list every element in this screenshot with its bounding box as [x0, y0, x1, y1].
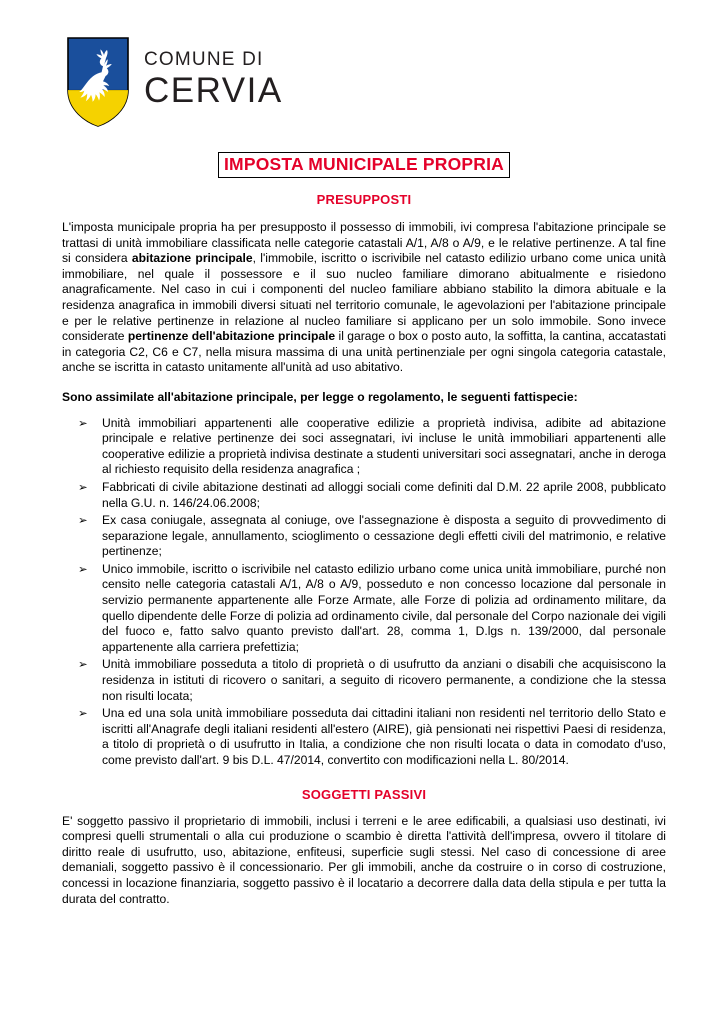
- paragraph-run-3: il garage o box o posto auto, la soffitta, la cantina, accatastati in categoria C2, C6 e C7, nella misura massima di una unità pertinenziale per ogni singola categoria catastale, anche se iscritta in catasto unitamente all'unità ad uso abitativo.: [62, 329, 667, 375]
- fattispecie-list: [62, 416, 666, 769]
- deer-crest-icon: [66, 36, 130, 128]
- list-item: ➢ Fabbricati di civile abitazione destinati ad alloggi sociali come definiti dal D.M. 22 aprile 2008, pubblicato nella G.U. n. 146/24.06.2008;: [74, 480, 666, 511]
- paragraph-run-1: L'imposta municipale propria ha per presupposto il possesso di immobili, ivi compresa l'abitazione principale se trattasi di unità immobiliare classificata nelle categorie catastali A/1, A/8 o A/9, e le relative pertinenze. A tal fine si considera: [62, 220, 666, 266]
- paragraph-presupposti: [62, 220, 666, 376]
- list-item: ➢ Unità immobiliari appartenenti alle cooperative edilizie a proprietà indivisa, adibite ad abitazione principale e relative pertinenze dei soci assegnatari, ivi incluse le unità immobiliari appartenenti alle cooperative edilizie a proprietà indivisa destinate a studenti universitari soci assegnatari, anche in deroga al richiesto requisito della residenza anagrafica ;: [74, 416, 666, 478]
- list-item: ➢ Una ed una sola unità immobiliare posseduta dai cittadini italiani non residenti nel territorio dello Stato e iscritti all'Anagrafe degli italiani residenti all'estero (AIRE), già pensionati nei rispettivi Paesi di residenza, a titolo di proprietà o di usufrutto in Italia, a condizione che non risulti locata o data in comodato d'uso, come previsto dall'art. 9 bis D.L. 47/2014, convertito con modificazioni nella L. 80/2014.: [74, 706, 666, 768]
- paragraph-bold-abitazione-principale: abitazione principale: [131, 251, 253, 266]
- paragraph-soggetti-passivi: E' soggetto passivo il proprietario di immobili, inclusi i terreni e le aree edificabili, a qualsiasi uso destinati, ivi compresi quelli strumentali o alla cui produzione o scambio è diretta l'attività dell'impresa, ovvero il titolare di diritto reale di usufrutto, uso, abitazione, enfiteusi, superficie sugli stessi. Nel caso di concessione di aree demaniali, soggetto passivo è il concessionario. Per gli immobili, anche da costruire o in corso di costruzione, concessi in locazione finanziaria, soggetto passivo è il locatario a decorrere dalla data della stipula e per tutta la durata del contratto.: [62, 813, 666, 906]
- list-item: ➢ Unità immobiliare posseduta a titolo di proprietà o di usufrutto da anziani o disabili che acquisiscono la residenza in istituti di ricovero o sanitari, a seguito di ricovero permanente, a condizione che la stessa non risulti locata;: [74, 657, 666, 704]
- section-heading-soggetti-passivi: SOGGETTI PASSIVI: [301, 786, 427, 802]
- list-item: ➢ Unico immobile, iscritto o iscrivibile nel catasto edilizio urbano come unica unità immobiliare, purché non censito nelle categoria catastali A/1, A/8 o A/9, posseduto e non concesso locazione dal personale in servizio permanente appartenente alle Forze Armate, alle Forze di polizia ad ordinamento militare, da quello dipendente delle Forze di polizia ad ordinamento civile, dal personale del Corpo nazionale dei vigili del fuoco e, fatto salvo quanto previsto dall'art. 28, comma 1, D.lgs n. 139/2000, dal personale appartenente alla carriera prefettizia;: [74, 562, 666, 656]
- list-item: ➢ Ex casa coniugale, assegnata al coniuge, ove l'assegnazione è disposta a seguito di provvedimento di separazione legale, annullamento, scioglimento o cessazione degli effetti civili del matrimonio, e relative pertinenze;: [74, 513, 666, 560]
- wordmark-line-comune: COMUNE DI: [144, 49, 264, 70]
- municipality-wordmark: [144, 50, 283, 114]
- section-heading-presupposti: PRESUPPOSTI: [316, 192, 412, 207]
- paragraph-run-2: , l'immobile, iscritto o iscrivibile nel catasto edilizio urbano come unica unità immobiliare, nel quale il possessore e il suo nucleo familiare dimorano abitualmente e risiedono anagraficamente. Nel caso in cui i componenti del nucleo familiare abbiano stabilito la dimora abituale e la residenza anagrafica in immobili diversi situati nel territorio comunale, le agevolazioni per l'abitazione principale e per le relative pertinenze in relazione al nucleo familiare si applicano per un solo immobile. Sono invece considerate: [62, 251, 666, 344]
- wordmark-line-cervia: CERVIA: [144, 71, 283, 110]
- list-intro-text: Sono assimilate all'abitazione principale, per legge o regolamento, le seguenti fattispecie:: [62, 389, 578, 404]
- page-title-wrapper: [62, 152, 666, 178]
- paragraph-bold-pertinenze: pertinenze dell'abitazione principale: [127, 329, 336, 344]
- document-header: [66, 28, 666, 136]
- page-title: IMPOSTA MUNICIPALE PROPRIA: [218, 152, 510, 178]
